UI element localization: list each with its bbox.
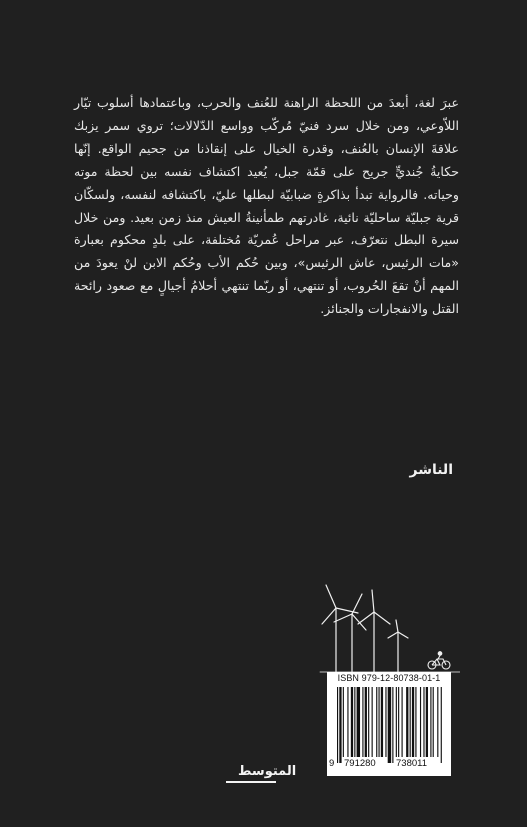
- barcode-digits-right: 738011: [396, 758, 427, 769]
- publisher-logo-underline: [226, 781, 276, 783]
- blurb-paragraph: عبرَ لغة، أبعدَ من اللحظة الراهنة للعُنف والحرب، وباعتمادها أسلوب تيّار اللاّوعي، ومن خلال سرد فنيّ مُركّب وواسع الدّلالات؛ تروي سمر يزبك علاقةَ الإنسان بالعُنف، وقدرة الخيال على إنقاذنا من جحيم الواقع. إنّها حكايةُ جُنديٍّ جريح على قمّة جبل، يُعيد اكتشاف نفسه بين لحظة موته وحياته. فالرواية تبدأ بذاكرةٍ ضبابيّة لبطلها عليّ، باكتشافه لنفسه، ولسكّان قرية جبليّة ساحليّة نائية، غادرتهم طمأنينةُ العيش منذ زمن بعيد. ومن خلال سيرة البطل نتعرّف، عبر مراحل عُمريّة مُختلفة، على بلدٍ محكوم بعبارة «مات الرئيس، عاش الرئيس»، وبين حُكم الأب وحُكم الابن لنْ يعودَ من المهم أنْ تقعَ الحُروب، أو تنتهي، أو ربّما تنتهي أحلامُ أجيالٍ مع صعود رائحة القتل والانفجارات والجنائز.: [74, 95, 459, 317]
- barcode-bar: [437, 687, 438, 757]
- barcode-bar: [385, 687, 386, 757]
- barcode: [337, 687, 443, 765]
- barcode-bar: [372, 687, 373, 757]
- barcode-bar: [415, 687, 416, 757]
- barcode-bar: [376, 687, 377, 757]
- barcode-bar: [378, 687, 379, 757]
- barcode-bar: [412, 687, 414, 757]
- barcode-bar: [337, 687, 338, 763]
- barcode-bar: [354, 687, 355, 757]
- barcode-bar: [396, 687, 397, 757]
- barcode-bar: [388, 687, 391, 763]
- publisher-logo: المتوسط: [238, 764, 297, 779]
- barcode-bar: [339, 687, 341, 763]
- barcode-bar: [392, 687, 393, 763]
- barcode-digits-left: 791280: [344, 758, 376, 769]
- barcode-bar: [426, 687, 428, 757]
- barcode-bar: [441, 687, 442, 763]
- barcode-bar: [402, 687, 403, 757]
- barcode-bar: [362, 687, 363, 757]
- blurb-text: [74, 92, 459, 321]
- barcode-bar: [351, 687, 353, 757]
- barcode-bar: [420, 687, 421, 757]
- isbn-barcode-box: [327, 672, 451, 776]
- barcode-bar: [410, 687, 411, 757]
- barcode-bar: [430, 687, 431, 757]
- barcode-bar: [381, 687, 383, 757]
- barcode-digit-prefix: 9: [329, 758, 335, 769]
- barcode-bar: [365, 687, 367, 757]
- barcode-bar: [347, 687, 348, 757]
- barcode-bar: [423, 687, 424, 757]
- cyclist-illustration: [426, 651, 452, 671]
- barcode-bar: [406, 687, 408, 757]
- barcode-bar: [343, 687, 344, 757]
- barcode-bar: [357, 687, 360, 757]
- isbn-label: ISBN 979-12-80738-01-1: [337, 673, 441, 683]
- barcode-bar: [433, 687, 434, 757]
- publisher-signature: الناشر: [409, 462, 453, 478]
- barcode-bar: [368, 687, 369, 757]
- barcode-bar: [398, 687, 399, 757]
